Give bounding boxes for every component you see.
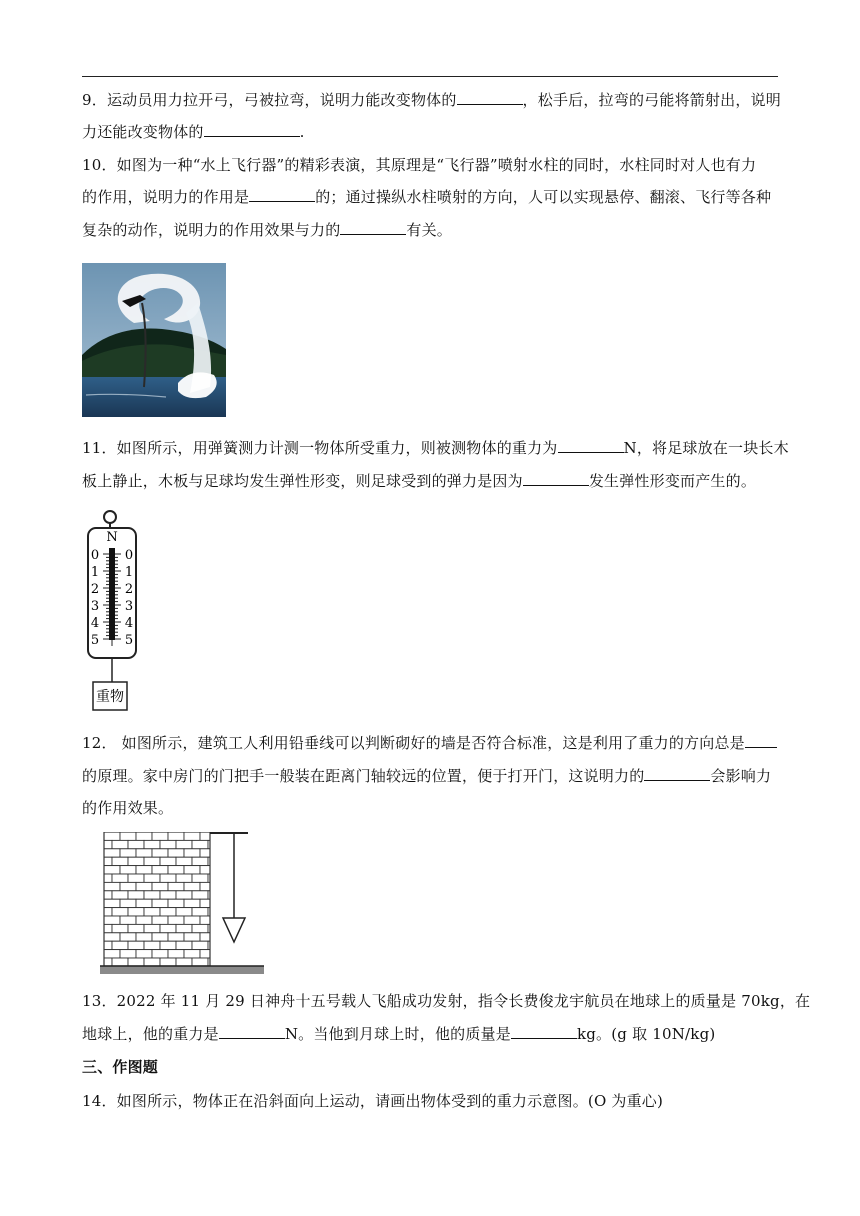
brick (152, 882, 168, 890)
weight-label: 重物 (96, 689, 124, 705)
left-tick-label-5: 5 (90, 633, 100, 648)
brick (176, 941, 192, 949)
brick (192, 908, 208, 916)
brick (128, 857, 144, 865)
brick (152, 849, 168, 857)
q10-text-4: 有关。 (406, 221, 453, 239)
brick (144, 941, 160, 949)
brick (192, 874, 208, 882)
left-tick-label-4: 4 (90, 616, 100, 631)
scale-unit: N (106, 530, 118, 545)
brick (168, 950, 184, 958)
q9-text-3: 力还能改变物体的 (82, 123, 204, 141)
q9-blank-2[interactable] (204, 122, 300, 137)
brick (192, 857, 208, 865)
brick (104, 832, 120, 840)
q12-text-1: 12． 如图所示，建筑工人利用铅垂线可以判断砌好的墙是否符合标准，这是利用了重力的方向总是 (82, 734, 745, 752)
brick (168, 882, 184, 890)
brick (104, 874, 112, 882)
brick (168, 916, 184, 924)
brick (120, 882, 136, 890)
right-tick-label-5: 5 (124, 633, 134, 648)
ground (100, 966, 264, 974)
q11-text-1: 11．如图所示，用弹簧测力计测一物体所受重力，则被测物体的重力为 (82, 439, 558, 457)
brick (152, 916, 168, 924)
brick-wall (104, 832, 210, 966)
brick (128, 958, 144, 966)
q11-blank-1[interactable] (558, 438, 624, 453)
brick (144, 891, 160, 899)
brick (160, 958, 176, 966)
left-tick-label-0: 0 (90, 548, 100, 563)
q12-line2 (82, 765, 771, 787)
q9-line1 (82, 89, 781, 111)
q9-text-2: ，松手后，拉弯的弓能将箭射出，说明 (522, 91, 781, 109)
plumb-bob-icon (223, 918, 245, 942)
q10-blank-2[interactable] (340, 220, 406, 235)
top-rule (82, 76, 778, 77)
q13-text-3: kg。(g 取 10N/kg) (576, 1025, 716, 1043)
brick (120, 950, 136, 958)
brick (120, 899, 136, 907)
brick (152, 933, 168, 941)
brick (104, 908, 112, 916)
brick (104, 924, 112, 932)
q11-text-4: 发生弹性形变而产生的。 (588, 472, 757, 490)
brick (168, 849, 184, 857)
brick (200, 933, 210, 941)
brick (160, 840, 176, 848)
brick (200, 849, 210, 857)
brick (104, 840, 112, 848)
q9-line2 (82, 121, 305, 143)
hanging-ring-icon (104, 511, 116, 528)
q10-line2 (82, 186, 771, 208)
brick (176, 924, 192, 932)
brick (184, 950, 200, 958)
brick (200, 866, 210, 874)
q11-line1 (82, 437, 789, 459)
brick (104, 916, 120, 924)
q13-text-1: 地球上，他的重力是 (82, 1025, 219, 1043)
brick (120, 832, 136, 840)
brick (104, 958, 112, 966)
brick (112, 857, 128, 865)
brick (184, 916, 200, 924)
right-tick-label-2: 2 (124, 582, 134, 597)
q10-text-1: 的作用，说明力的作用是 (82, 188, 250, 206)
right-tick-label-4: 4 (124, 616, 134, 631)
spring-scale-figure (82, 508, 152, 714)
left-tick-label-3: 3 (90, 599, 100, 614)
brick (136, 933, 152, 941)
brick (200, 950, 210, 958)
q12-text-2: 的原理。家中房门的门把手一般装在距离门轴较远的位置，便于打开门，这说明力的 (82, 767, 645, 785)
brick (168, 866, 184, 874)
brick (104, 866, 120, 874)
left-tick-label-1: 1 (90, 565, 100, 580)
brick (192, 924, 208, 932)
brick (176, 840, 192, 848)
scale-indicator (109, 548, 115, 640)
brick (184, 832, 200, 840)
brick (112, 924, 128, 932)
brick (160, 874, 176, 882)
brick (168, 832, 184, 840)
brick (112, 908, 128, 916)
q10-line1: 10．如图为一种“水上飞行器”的精彩表演，其原理是“飞行器”喷射水柱的同时，水柱同时对人也有力 (82, 156, 757, 174)
brick-wall-figure (96, 832, 268, 976)
brick (176, 857, 192, 865)
brick (128, 874, 144, 882)
brick (120, 933, 136, 941)
q11-text-2: N，将足球放在一块长木 (623, 439, 789, 457)
brick (112, 941, 128, 949)
brick (192, 840, 208, 848)
brick (144, 958, 160, 966)
right-tick-label-3: 3 (124, 599, 134, 614)
brick (176, 891, 192, 899)
q13-blank-2[interactable] (511, 1024, 577, 1039)
q12-line1 (82, 732, 777, 754)
brick (104, 899, 120, 907)
brick (120, 866, 136, 874)
brick (184, 866, 200, 874)
brick (136, 866, 152, 874)
right-tick-label-0: 0 (124, 548, 134, 563)
q12-blank-2[interactable] (644, 766, 710, 781)
q9-blank-1[interactable] (457, 90, 523, 105)
q14-line1: 14．如图所示，物体正在沿斜面向上运动，请画出物体受到的重力示意图。(O 为重心) (82, 1092, 664, 1110)
q12-text-3: 会影响力 (710, 767, 772, 785)
brick (192, 941, 208, 949)
section-title: 三、作图题 (82, 1058, 159, 1076)
brick (104, 950, 120, 958)
brick (136, 832, 152, 840)
brick (152, 866, 168, 874)
brick (200, 832, 210, 840)
brick (128, 891, 144, 899)
brick (128, 924, 144, 932)
q12-line3: 的作用效果。 (82, 799, 174, 817)
brick (136, 916, 152, 924)
brick (152, 899, 168, 907)
brick (144, 908, 160, 916)
q13-line1: 13．2022 年 11 月 29 日神舟十五号载人飞船成功发射，指令长费俊龙宇航员在地球上的质量是 70kg，在 (82, 992, 811, 1010)
brick (112, 874, 128, 882)
brick (160, 857, 176, 865)
brick (144, 857, 160, 865)
brick (136, 882, 152, 890)
brick (104, 849, 120, 857)
brick (104, 933, 120, 941)
brick (192, 958, 208, 966)
brick (200, 899, 210, 907)
q9-text-1: 9．运动员用力拉开弓，弓被拉弯，说明力能改变物体的 (82, 91, 457, 109)
brick (184, 882, 200, 890)
brick (176, 908, 192, 916)
brick (128, 840, 144, 848)
brick (112, 840, 128, 848)
brick (168, 899, 184, 907)
q13-text-2: N。当他到月球上时，他的质量是 (284, 1025, 511, 1043)
brick (176, 874, 192, 882)
brick (160, 924, 176, 932)
brick (112, 891, 128, 899)
q11-blank-2[interactable] (523, 471, 589, 486)
brick (160, 891, 176, 899)
brick (200, 916, 210, 924)
right-tick-label-1: 1 (124, 565, 134, 580)
brick (112, 958, 128, 966)
brick (152, 832, 168, 840)
brick (184, 933, 200, 941)
brick (136, 950, 152, 958)
water-flyer-photo (82, 263, 226, 417)
q11-line2 (82, 470, 756, 492)
q12-blank-1[interactable] (745, 733, 777, 748)
brick (152, 950, 168, 958)
q10-text-2: 的；通过操纵水柱喷射的方向，人可以实现悬停、翻滚、飞行等各种 (315, 188, 772, 206)
brick (184, 849, 200, 857)
brick (160, 941, 176, 949)
brick (144, 924, 160, 932)
brick (104, 941, 112, 949)
brick (200, 882, 210, 890)
brick (184, 899, 200, 907)
brick (104, 891, 112, 899)
left-tick-label-2: 2 (90, 582, 100, 597)
brick (144, 840, 160, 848)
brick (136, 899, 152, 907)
q10-line3 (82, 219, 452, 241)
brick (144, 874, 160, 882)
brick (120, 916, 136, 924)
brick (128, 908, 144, 916)
brick (120, 849, 136, 857)
q11-text-3: 板上静止，木板与足球均发生弹性形变，则足球受到的弹力是因为 (82, 472, 523, 490)
q13-blank-1[interactable] (219, 1024, 285, 1039)
brick (160, 908, 176, 916)
q10-blank-1[interactable] (249, 187, 315, 202)
brick (192, 891, 208, 899)
q13-line2 (82, 1023, 715, 1045)
brick (104, 882, 120, 890)
brick (168, 933, 184, 941)
q10-text-3: 复杂的动作，说明力的作用效果与力的 (82, 221, 341, 239)
brick (136, 849, 152, 857)
brick (128, 941, 144, 949)
brick (104, 857, 112, 865)
q9-text-4: . (299, 123, 305, 141)
brick (176, 958, 192, 966)
